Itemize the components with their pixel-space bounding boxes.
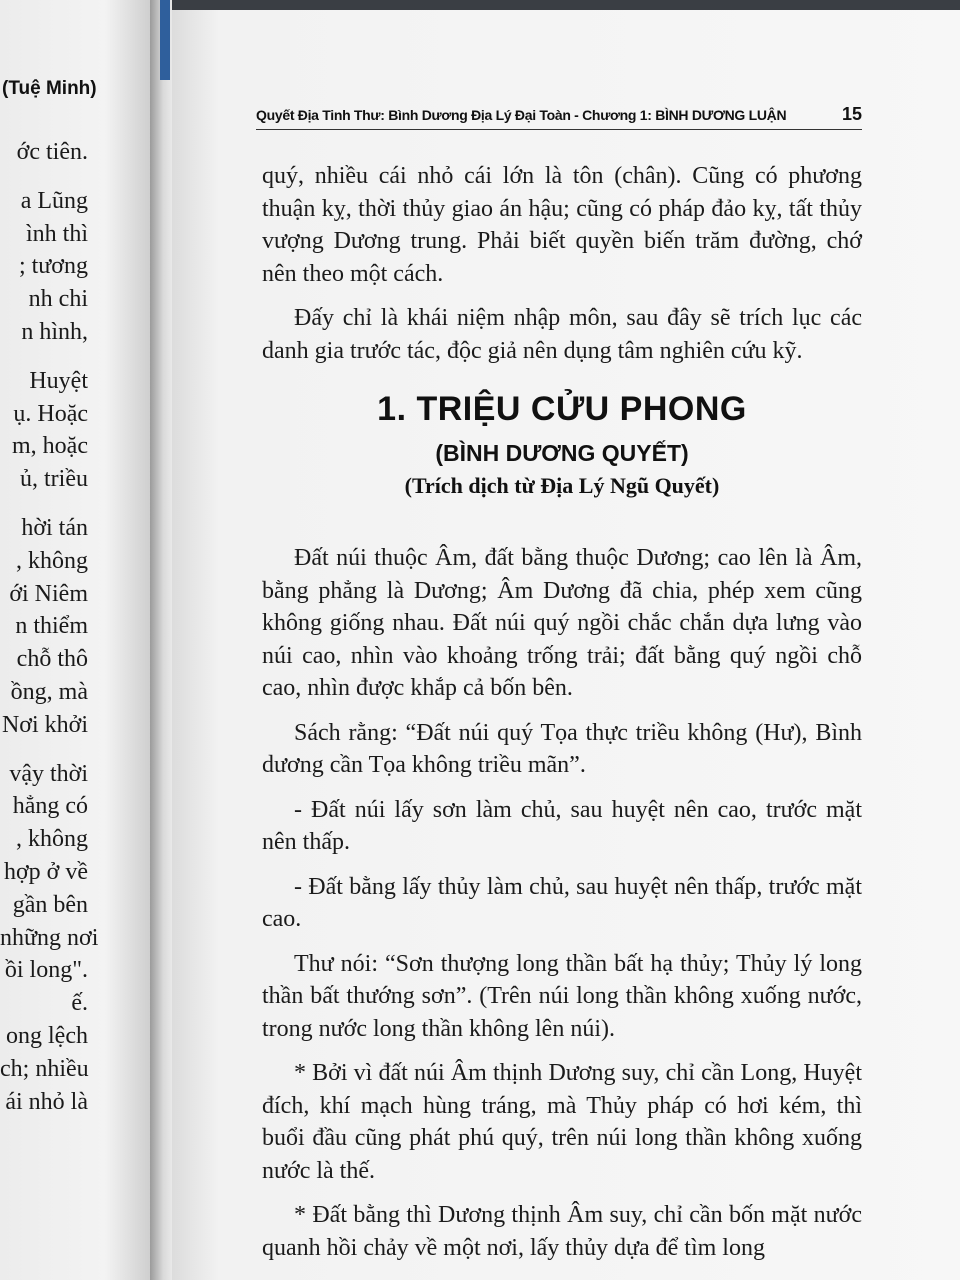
- paragraph: Thư nói: “Sơn thượng long thần bất hạ thủy; Thủy lý long thần bất thướng sơn”. (Trên núi long thần không xuống nước, trong nước long thần không lên núi).: [262, 950, 862, 1042]
- left-page-line: ụ. Hoặc: [13, 400, 88, 427]
- left-page-line: , không: [16, 547, 88, 574]
- intro-paragraphs: [262, 160, 862, 379]
- page-number: 15: [841, 104, 862, 124]
- left-page-text: [0, 136, 148, 1118]
- left-page-line: a Lũng: [20, 187, 88, 214]
- left-page-line: [0, 169, 148, 185]
- left-page-line: , không: [16, 826, 88, 853]
- left-page-line: ch; nhiều: [0, 1055, 89, 1082]
- paragraph: Đất núi thuộc Âm, đất bằng thuộc Dương; cao lên là Âm, bằng phẳng là Dương; Âm Dương đã chia, phép xem cũng không giống nhau. Đất núi quý ngồi chắc chắn dựa lưng vào núi cao, nhìn vào khoảng trống trải; đất bằng quý ngồi chỗ cao, nhìn được khắp cả bốn bên.: [262, 545, 862, 701]
- paragraph: - Đất núi lấy sơn làm chủ, sau huyệt nên cao, trước mặt nên thấp.: [262, 796, 862, 855]
- left-page-line: [0, 742, 148, 758]
- section-source-note: (Trích dịch từ Địa Lý Ngũ Quyết): [404, 473, 720, 498]
- left-page-line: ; tương: [18, 253, 88, 280]
- left-page-line: vậy thời: [9, 760, 88, 787]
- left-page-line: hợp ở về: [3, 858, 88, 885]
- left-page-line: ủ, triều: [20, 466, 88, 493]
- book-cover-edge: [160, 0, 170, 80]
- paragraph: Đấy chỉ là khái niệm nhập môn, sau đây sẽ trích lục các danh gia trước tác, độc giả nên dụng tâm nghiên cứu kỹ.: [262, 305, 862, 364]
- left-page-line: những nơi: [0, 924, 99, 951]
- paragraph: quý, nhiều cái nhỏ cái lớn là tôn (chân). Cũng có phương thuận kỵ, thời thủy giao án hậu; cũng có pháp đảo kỵ, tất thủy vượng Dương trung. Phải biết quyền biến trăm đường, chớ nên theo một cách.: [262, 163, 862, 287]
- left-page-line: ái nhỏ là: [5, 1088, 88, 1115]
- left-page-line: Huyệt: [29, 367, 88, 394]
- section-subtitle: (BÌNH DƯƠNG QUYẾT): [435, 440, 689, 466]
- left-page-line: ế.: [71, 990, 88, 1017]
- left-page-line: hời tán: [21, 514, 88, 541]
- left-page-line: Nơi khởi: [1, 711, 88, 738]
- paragraph: Sách rằng: “Đất núi quý Tọa thực triều không (Hư), Bình dương cần Tọa không triều mãn”.: [262, 719, 862, 778]
- left-page-line: ới Niêm: [9, 580, 88, 607]
- paragraph: - Đất bằng lấy thủy làm chủ, sau huyệt nên thấp, trước mặt cao.: [262, 873, 862, 932]
- left-page: [0, 0, 152, 1280]
- left-page-line: [0, 496, 148, 512]
- section-title: 1. TRIỆU CỬU PHONG: [377, 390, 747, 428]
- left-page-line: m, hoặc: [12, 433, 88, 460]
- left-page-line: nh chi: [28, 286, 88, 313]
- book-gutter: [150, 0, 172, 1280]
- left-page-header: (Tuệ Minh): [2, 78, 97, 99]
- left-page-line: gần bên: [12, 891, 88, 918]
- left-page-line: ồi long".: [4, 957, 88, 984]
- left-page-line: chỗ thô: [16, 646, 88, 673]
- running-header: [256, 104, 862, 130]
- left-page-line: ình thì: [25, 220, 88, 247]
- running-header-title: Quyết Địa Tinh Thư: Bình Dương Địa Lý Đại Toàn - Chương 1: BÌNH DƯƠNG LUẬN: [256, 106, 787, 123]
- left-page-line: ớc tiên.: [16, 139, 88, 165]
- left-page-line: ồng, mà: [10, 678, 88, 705]
- paragraph: * Bởi vì đất núi Âm thịnh Dương suy, chỉ cần Long, Huyệt đích, khí mạch hùng tráng, mà Thủy pháp có hơi kém, thì buổi đầu cũng phát phú quý, trên núi long thần không xuống nước là thế.: [262, 1060, 862, 1184]
- left-page-line: ong lệch: [6, 1022, 88, 1049]
- section-body: [262, 542, 862, 1276]
- left-page-line: n thiểm: [15, 613, 88, 640]
- left-page-line: hẳng có: [12, 793, 88, 820]
- left-page-line: n hình,: [21, 318, 88, 345]
- left-page-line: [0, 349, 148, 365]
- paragraph: * Đất bằng thì Dương thịnh Âm suy, chỉ cần bốn mặt nước quanh hồi chảy về một nơi, lấy thủy dựa để tìm long: [262, 1202, 862, 1261]
